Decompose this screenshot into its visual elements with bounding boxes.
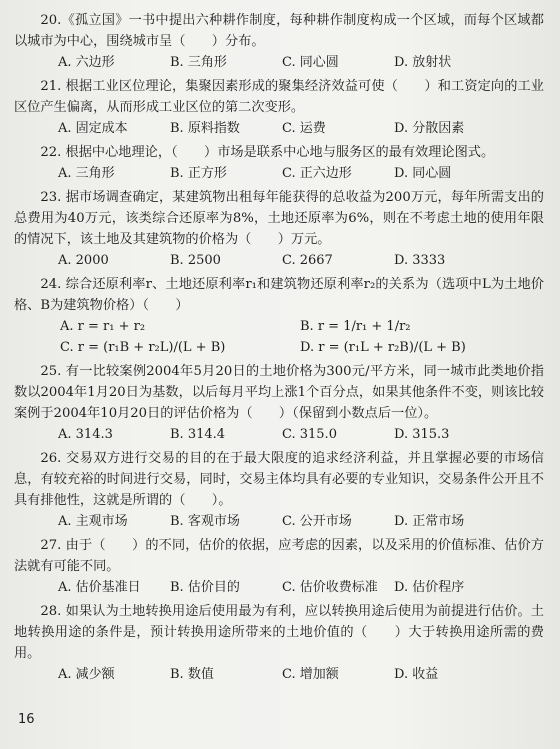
option-c: C. 正六边形: [282, 166, 352, 181]
question-28: [14, 601, 544, 685]
option-b: B. r = 1/r₁ + 1/r₂: [300, 319, 411, 334]
option-c: C. 公开市场: [282, 514, 352, 529]
options-row: [14, 118, 544, 139]
option-c: C. 同心圆: [282, 55, 339, 70]
question-23: [14, 187, 544, 271]
option-a: A. 主观市场: [58, 514, 128, 529]
options-row: [14, 577, 544, 598]
question-stem: 26. 交易双方进行交易的目的在于最大限度的追求经济利益，并且掌握必要的市场信息，有较充裕的时间进行交易，同时，交易主体均具有必要的专业知识，交易条件公开且不具有排他性，这就是所谓的（ ）。: [14, 451, 544, 508]
question-stem: 27. 由于（ ）的不同，估价的依据，应考虑的因素，以及采用的价值标准、估价方法就有可能不同。: [14, 538, 544, 574]
question-22: [14, 142, 544, 184]
options-grid: [14, 316, 544, 358]
option-d: D. r = (r₁L + r₂B)/(L + B): [300, 340, 466, 355]
option-c: C. 运费: [282, 121, 326, 136]
question-stem: 21. 根据工业区位理论，集聚因素形成的聚集经济效益可使（ ）和工资定向的工业区位产生偏离，从而形成工业区位的第二次变形。: [14, 79, 544, 115]
option-d: D. 收益: [394, 667, 439, 682]
option-c: C. 估价收费标准: [282, 580, 378, 595]
option-b: B. 客观市场: [170, 514, 240, 529]
option-b: B. 正方形: [170, 166, 227, 181]
option-a: A. 六边形: [58, 55, 115, 70]
question-stem: 20.《孤立国》一书中提出六种耕作制度，每种耕作制度构成一个区域，而每个区域都以城市为中心，围绕城市呈（ ）分布。: [14, 13, 544, 49]
question-stem: 23. 据市场调查确定，某建筑物出租每年能获得的总收益为200万元，每年所需支出的总费用为40万元，该类综合还原率为8%，土地还原率为6%，则在不考虑土地的使用年限的情况下，该土地及其建筑物的价格为（ ）万元。: [14, 190, 544, 247]
question-stem: 28. 如果认为土地转换用途后使用最为有利，应以转换用途后使用为前提进行估价。土地转换用途的条件是，预计转换用途所带来的土地价值的（ ）大于转换用途所需的费用。: [14, 604, 544, 661]
options-row: [14, 511, 544, 532]
page-number: 16: [18, 712, 35, 727]
question-21: [14, 76, 544, 139]
options-row: [14, 163, 544, 184]
option-a: A. 估价基准日: [58, 580, 141, 595]
question-24: [14, 274, 544, 358]
option-d: D. 同心圆: [394, 166, 452, 181]
option-b: B. 三角形: [170, 55, 227, 70]
option-a: A. 2000: [58, 253, 109, 268]
option-d: D. 估价程序: [394, 580, 465, 595]
question-stem: 24. 综合还原利率r、土地还原利率r₁和建筑物还原利率r₂的关系为（选项中L为土地价格、B为建筑物价格）（ ）: [14, 277, 544, 313]
option-a: A. 固定成本: [58, 121, 128, 136]
option-b: B. 估价目的: [170, 580, 240, 595]
option-a: A. 减少额: [58, 667, 115, 682]
question-stem: 25. 有一比较案例2004年5月20日的土地价格为300元/平方米，同一城市此类地价指数以2004年1月20日为基数，以后每月平均上涨1个百分点，如果其他条件不变，则该比较案例于2004年10月20日的评估价格为（ ）（保留到小数点后一位）。: [14, 364, 544, 421]
options-row: [14, 250, 544, 271]
options-row: [14, 52, 544, 73]
option-d: D. 315.3: [394, 427, 450, 442]
option-b: B. 原料指数: [170, 121, 240, 136]
option-c: C. r = (r₁B + r₂L)/(L + B): [60, 340, 226, 355]
question-20: [14, 10, 544, 73]
question-stem: 22. 根据中心地理论，（ ）市场是联系中心地与服务区的最有效理论图式。: [40, 145, 495, 160]
option-d: D. 放射状: [394, 55, 452, 70]
option-b: B. 314.4: [170, 427, 226, 442]
option-d: D. 分散因素: [394, 121, 465, 136]
option-d: D. 正常市场: [394, 514, 465, 529]
option-c: C. 2667: [282, 253, 333, 268]
question-25: [14, 361, 544, 445]
option-a: A. r = r₁ + r₂: [60, 319, 146, 334]
option-d: D. 3333: [394, 253, 446, 268]
question-27: [14, 535, 544, 598]
option-b: B. 数值: [170, 667, 214, 682]
option-a: A. 三角形: [58, 166, 115, 181]
option-c: C. 315.0: [282, 427, 337, 442]
question-26: [14, 448, 544, 532]
option-c: C. 增加额: [282, 667, 339, 682]
option-b: B. 2500: [170, 253, 221, 268]
option-a: A. 314.3: [58, 427, 113, 442]
options-row: [14, 664, 544, 685]
options-row: [14, 424, 544, 445]
